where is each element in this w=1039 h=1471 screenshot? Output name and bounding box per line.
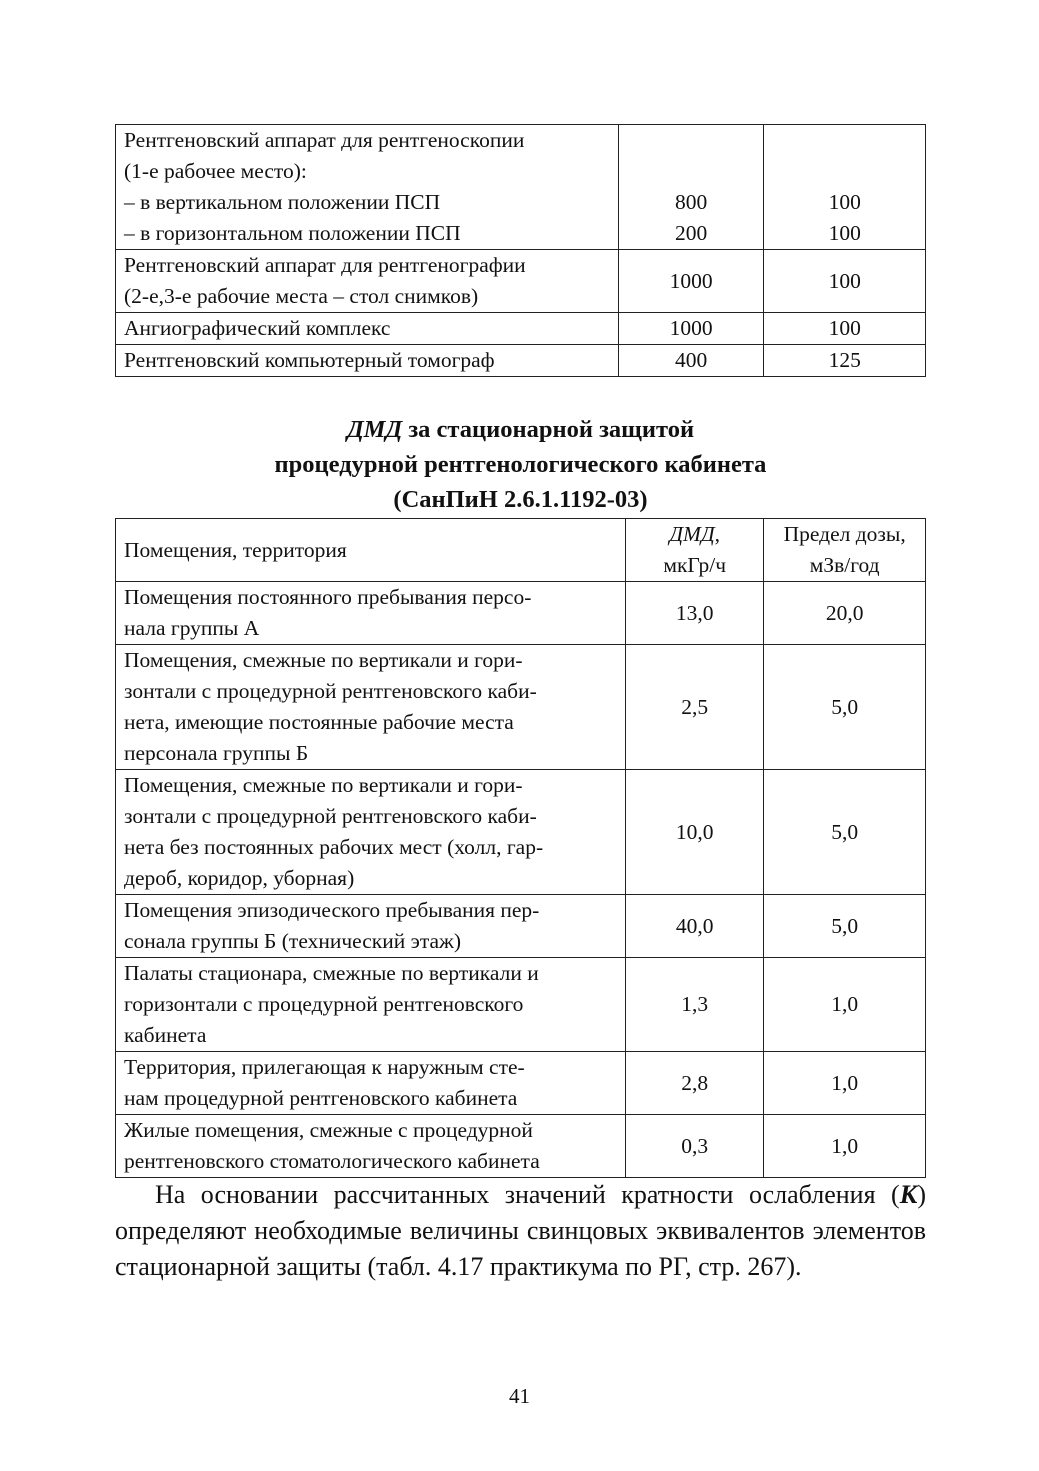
equipment-name-cell — [116, 345, 619, 377]
cell-line: Помещения постоянного пребывания персо- — [124, 585, 532, 609]
cell-value: 400 — [675, 348, 708, 372]
cell-value: 100 — [828, 221, 861, 245]
cell-value — [627, 156, 755, 187]
dmd-value-cell: 13,0 — [626, 582, 764, 645]
value-cell-2 — [764, 313, 926, 345]
header-dmd-comma: , — [714, 522, 721, 546]
cell-line: нета без постоянных рабочих мест (холл, гар- — [124, 835, 544, 859]
paragraph-text-after: ) определяют необходимые величины свинцовых эквивалентов элементов стационарной защиты (табл. 4.17 практикума по РГ, стр. 267). — [115, 1180, 926, 1281]
premises-cell — [116, 645, 626, 770]
cell-value — [772, 125, 917, 156]
cell-line: – в горизонтальном положении ПСП — [124, 221, 461, 245]
cell-line: нам процедурной рентгеновского кабинета — [124, 1086, 518, 1110]
cell-line: (2-е,3-е рабочие места – стол снимков) — [124, 284, 479, 308]
cell-line: нала группы А — [124, 616, 260, 640]
cell-value: 1000 — [669, 316, 713, 340]
table-row — [116, 313, 926, 345]
table-row — [116, 250, 926, 313]
cell-line: нета, имеющие постоянные рабочие места — [124, 710, 514, 734]
dmd-value-cell: 2,8 — [626, 1052, 764, 1115]
heading-line-3: (СанПиН 2.6.1.1192-03) — [393, 486, 648, 513]
cell-line: зонтали с процедурной рентгеновского каби- — [124, 804, 537, 828]
cell-line: Рентгеновский компьютерный томограф — [124, 348, 495, 372]
cell-line: Помещения эпизодического пребывания пер- — [124, 898, 540, 922]
cell-value: 800 — [675, 190, 708, 214]
dose-limit-cell: 1,0 — [764, 958, 926, 1052]
heading-line-2: процедурной рентгенологического кабинета — [274, 451, 767, 478]
equipment-name-cell — [116, 250, 619, 313]
dmd-value-cell: 0,3 — [626, 1115, 764, 1178]
header-dmd — [626, 519, 764, 582]
table-row — [116, 895, 926, 958]
header-premises: Помещения, территория — [116, 519, 626, 582]
heading-line-1-rest: за стационарной защитой — [402, 416, 695, 443]
cell-line: Палаты стационара, смежные по вертикали и — [124, 961, 539, 985]
equipment-name-cell — [116, 125, 619, 250]
cell-line: Рентгеновский аппарат для рентгеноскопии — [124, 128, 525, 152]
dmd-value-cell: 10,0 — [626, 770, 764, 895]
cell-line: Помещения, смежные по вертикали и гори- — [124, 773, 523, 797]
premises-cell — [116, 958, 626, 1052]
cell-line: – в вертикальном положении ПСП — [124, 190, 441, 214]
cell-line: Жилые помещения, смежные с процедурной — [124, 1118, 533, 1142]
value-cell-1 — [618, 345, 763, 377]
header-dose-limit-line-2: мЗв/год — [809, 553, 880, 577]
equipment-table — [115, 124, 926, 377]
table-row — [116, 1115, 926, 1178]
dose-limit-cell: 20,0 — [764, 582, 926, 645]
dose-limit-cell: 5,0 — [764, 645, 926, 770]
premises-cell — [116, 770, 626, 895]
dose-limit-cell: 5,0 — [764, 770, 926, 895]
cell-value: 1000 — [669, 268, 713, 293]
dmd-value-cell: 1,3 — [626, 958, 764, 1052]
dmd-value-cell: 40,0 — [626, 895, 764, 958]
dose-limit-cell: 5,0 — [764, 895, 926, 958]
dmd-value-cell: 2,5 — [626, 645, 764, 770]
header-dmd-unit: мкГр/ч — [663, 553, 727, 577]
premises-cell — [116, 582, 626, 645]
cell-line: зонтали с процедурной рентгеновского каби- — [124, 679, 537, 703]
premises-cell — [116, 895, 626, 958]
cell-line: дероб, коридор, уборная) — [124, 866, 355, 890]
cell-line: Помещения, смежные по вертикали и гори- — [124, 648, 523, 672]
cell-line: Территория, прилегающая к наружным сте- — [124, 1055, 525, 1079]
cell-value: 100 — [828, 316, 861, 340]
table-row — [116, 345, 926, 377]
cell-value: 100 — [828, 268, 861, 293]
cell-value — [772, 156, 917, 187]
heading-dmd: ДМД — [346, 416, 403, 443]
table-row — [116, 645, 926, 770]
cell-line: (1-е рабочее место): — [124, 159, 307, 183]
cell-line: персонала группы Б — [124, 741, 309, 765]
paragraph-symbol-k: К — [899, 1180, 918, 1209]
table-row — [116, 770, 926, 895]
body-paragraph — [115, 1177, 926, 1285]
value-cell-1 — [618, 313, 763, 345]
cell-line: сонала группы Б (технический этаж) — [124, 929, 462, 953]
cell-line: Ангиографический комплекс — [124, 316, 391, 340]
cell-value: 125 — [828, 348, 861, 372]
cell-value — [627, 125, 755, 156]
cell-line: горизонтали с процедурной рентгеновского — [124, 992, 524, 1016]
header-dose-limit — [764, 519, 926, 582]
table-header-row — [116, 519, 926, 582]
premises-cell — [116, 1052, 626, 1115]
table-row — [116, 582, 926, 645]
value-cell-2 — [764, 125, 926, 250]
cell-value: 100 — [828, 190, 861, 214]
value-cell-1 — [618, 125, 763, 250]
value-cell-2 — [764, 345, 926, 377]
table-row — [116, 958, 926, 1052]
page-number: 41 — [509, 1384, 530, 1408]
value-cell-1 — [618, 250, 763, 313]
header-dmd-abbr: ДМД — [669, 522, 715, 546]
cell-line: Рентгеновский аппарат для рентгенографии — [124, 253, 526, 277]
table-row — [116, 1052, 926, 1115]
dose-limit-cell: 1,0 — [764, 1052, 926, 1115]
cell-line: кабинета — [124, 1023, 207, 1047]
value-cell-2 — [764, 250, 926, 313]
premises-cell — [116, 1115, 626, 1178]
table-row — [116, 125, 926, 250]
equipment-name-cell — [116, 313, 619, 345]
cell-value: 200 — [675, 221, 708, 245]
header-dose-limit-line-1: Предел дозы, — [783, 522, 906, 546]
table-heading — [115, 412, 926, 517]
dose-limit-table — [115, 518, 926, 1178]
cell-line: рентгеновского стоматологического кабинета — [124, 1149, 540, 1173]
heading-line-1 — [115, 412, 926, 447]
paragraph-text-before: На основании рассчитанных значений кратности ослабления ( — [155, 1180, 900, 1209]
dose-limit-cell: 1,0 — [764, 1115, 926, 1178]
